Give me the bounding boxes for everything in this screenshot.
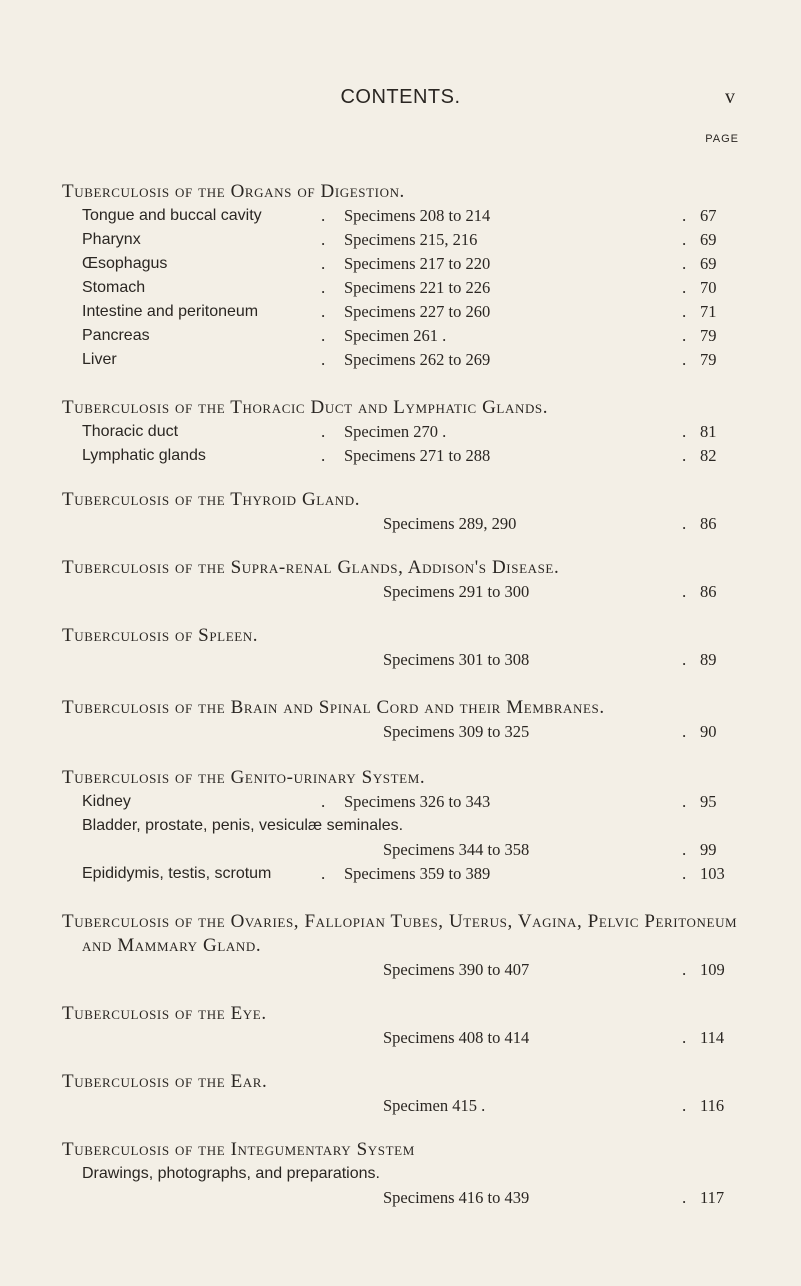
toc-specimens: Specimens 271 to 288: [344, 446, 491, 465]
toc-row: [62, 252, 742, 276]
toc-specimens: Specimens 215, 216: [344, 230, 478, 249]
toc-page-number: 69: [700, 254, 717, 273]
toc-specimens: Specimen 270 .: [344, 422, 447, 441]
toc-section: [62, 396, 742, 468]
toc-note: Drawings, photographs, and preparations.: [82, 1165, 380, 1182]
toc-entry-name: Intestine and peritoneum: [82, 303, 259, 320]
toc-page-number: 71: [700, 302, 717, 321]
toc-page-number: 109: [700, 960, 725, 979]
toc-specimens: Specimens 217 to 220: [344, 254, 491, 273]
leader-dot: .: [321, 864, 326, 883]
section-title: Tuberculosis of the Thoracic Duct and Lymphatic Glands.: [62, 397, 549, 418]
toc-row: [62, 648, 742, 672]
toc-entry-name: Pharynx: [82, 231, 141, 248]
leader-dot: .: [682, 1188, 687, 1207]
leader-dot: .: [682, 792, 687, 811]
toc-entry-name: Stomach: [82, 279, 146, 296]
leader-dot: .: [682, 582, 687, 601]
toc-row: [62, 348, 742, 372]
toc-page-number: 70: [700, 278, 717, 297]
toc-page-number: 79: [700, 350, 717, 369]
toc-page-number: 99: [700, 840, 717, 859]
leader-dot: .: [682, 206, 687, 225]
toc-note: Bladder, prostate, penis, vesiculæ seminales.: [82, 817, 404, 834]
toc-specimens: Specimen 415 .: [383, 1096, 486, 1115]
toc-section: [62, 696, 742, 744]
toc-specimens: Specimens 416 to 439: [383, 1188, 530, 1207]
toc-section: [62, 556, 742, 604]
leader-dot: .: [321, 302, 326, 321]
toc-entry-name: Œsophagus: [82, 255, 168, 272]
toc-section: [62, 1138, 742, 1210]
section-title: Tuberculosis of the Eye.: [62, 1003, 267, 1024]
toc-page-number: 86: [700, 514, 717, 533]
toc-page-number: 116: [700, 1096, 725, 1115]
leader-dot: .: [321, 446, 326, 465]
leader-dot: .: [321, 254, 326, 273]
toc-page-number: 95: [700, 792, 717, 811]
toc-page-number: 86: [700, 582, 717, 601]
leader-dot: .: [321, 326, 326, 345]
leader-dot: .: [682, 278, 687, 297]
table-of-contents: [62, 160, 742, 1210]
leader-dot: .: [682, 446, 687, 465]
page-column-label: PAGE: [705, 133, 739, 145]
toc-row: [62, 512, 742, 536]
toc-specimens: Specimens 344 to 358: [383, 840, 530, 859]
leader-dot: .: [321, 230, 326, 249]
toc-row: [62, 1094, 742, 1118]
leader-dot: .: [321, 350, 326, 369]
toc-row: [62, 720, 742, 744]
leader-dot: .: [321, 278, 326, 297]
leader-dot: .: [321, 792, 326, 811]
toc-specimens: Specimens 208 to 214: [344, 206, 491, 225]
leader-dot: .: [321, 206, 326, 225]
toc-page-number: 79: [700, 326, 717, 345]
toc-entry-name: Kidney: [82, 793, 131, 810]
leader-dot: .: [682, 1096, 687, 1115]
section-title: Tuberculosis of Spleen.: [62, 625, 259, 646]
toc-page-number: 69: [700, 230, 717, 249]
toc-row: [62, 324, 742, 348]
toc-page-number: 114: [700, 1028, 725, 1047]
toc-row: [62, 790, 742, 814]
toc-specimens: Specimen 261 .: [344, 326, 447, 345]
toc-specimens: Specimens 390 to 407: [383, 960, 530, 979]
toc-specimens: Specimens 326 to 343: [344, 792, 491, 811]
toc-section: [62, 1070, 742, 1118]
toc-row: [62, 420, 742, 444]
leader-dot: .: [682, 650, 687, 669]
toc-entry-name: Thoracic duct: [82, 423, 179, 440]
leader-dot: .: [682, 230, 687, 249]
toc-row: [62, 580, 742, 604]
toc-row: [62, 300, 742, 324]
toc-specimens: Specimens 289, 290: [383, 514, 517, 533]
page-title: CONTENTS.: [340, 86, 461, 108]
toc-entry-name: Pancreas: [82, 327, 150, 344]
toc-specimens: Specimens 291 to 300: [383, 582, 530, 601]
toc-row: [62, 958, 742, 982]
section-title: Tuberculosis of the Thyroid Gland.: [62, 489, 361, 510]
section-title: Tuberculosis of the Organs of Digestion.: [62, 181, 405, 202]
toc-page-number: 81: [700, 422, 717, 441]
toc-section: [62, 910, 742, 982]
toc-section: [62, 624, 742, 672]
toc-page-number: 82: [700, 446, 717, 465]
page-numeral: v: [725, 86, 735, 108]
page-header: [0, 86, 801, 110]
leader-dot: .: [682, 302, 687, 321]
toc-entry-name: Lymphatic glands: [82, 447, 206, 464]
toc-section: [62, 1002, 742, 1050]
toc-row: [62, 862, 742, 886]
toc-section: [62, 766, 742, 886]
leader-dot: .: [682, 960, 687, 979]
section-title: Tuberculosis of the Genito-urinary System.: [62, 767, 426, 788]
section-title: Tuberculosis of the Integumentary System: [62, 1139, 415, 1160]
toc-page-number: 67: [700, 206, 717, 225]
toc-section: [62, 488, 742, 536]
leader-dot: .: [682, 514, 687, 533]
leader-dot: .: [682, 722, 687, 741]
toc-page-number: 89: [700, 650, 717, 669]
toc-page-number: 117: [700, 1188, 725, 1207]
toc-specimens: Specimens 221 to 226: [344, 278, 491, 297]
toc-row: [62, 228, 742, 252]
section-title: Tuberculosis of the Supra-renal Glands, Addison's Disease.: [62, 557, 560, 578]
toc-row: [62, 1186, 742, 1210]
toc-section: [62, 180, 742, 372]
toc-specimens: Specimens 309 to 325: [383, 722, 530, 741]
leader-dot: .: [682, 1028, 687, 1047]
toc-row: [62, 276, 742, 300]
section-title: Tuberculosis of the Ear.: [62, 1071, 268, 1092]
toc-entry-name: Liver: [82, 351, 117, 368]
section-title: Tuberculosis of the Ovaries, Fallopian Tubes, Uterus, Vagina, Pelvic Peritoneum and Mammary Gland.: [62, 911, 738, 956]
toc-specimens: Specimens 262 to 269: [344, 350, 491, 369]
leader-dot: .: [682, 422, 687, 441]
toc-entry-name: Tongue and buccal cavity: [82, 207, 262, 224]
toc-page-number: 103: [700, 864, 725, 883]
toc-entry-name: Epididymis, testis, scrotum: [82, 865, 272, 882]
leader-dot: .: [682, 326, 687, 345]
toc-specimens: Specimens 359 to 389: [344, 864, 491, 883]
toc-specimens: Specimens 408 to 414: [383, 1028, 530, 1047]
leader-dot: .: [682, 864, 687, 883]
toc-page-number: 90: [700, 722, 717, 741]
leader-dot: .: [321, 422, 326, 441]
toc-specimens: Specimens 227 to 260: [344, 302, 491, 321]
toc-row: [62, 444, 742, 468]
toc-row: [62, 838, 742, 862]
leader-dot: .: [682, 254, 687, 273]
toc-row: [62, 1026, 742, 1050]
leader-dot: .: [682, 350, 687, 369]
toc-row: [62, 204, 742, 228]
section-title: Tuberculosis of the Brain and Spinal Cord and their Membranes.: [62, 697, 605, 718]
toc-specimens: Specimens 301 to 308: [383, 650, 530, 669]
leader-dot: .: [682, 840, 687, 859]
